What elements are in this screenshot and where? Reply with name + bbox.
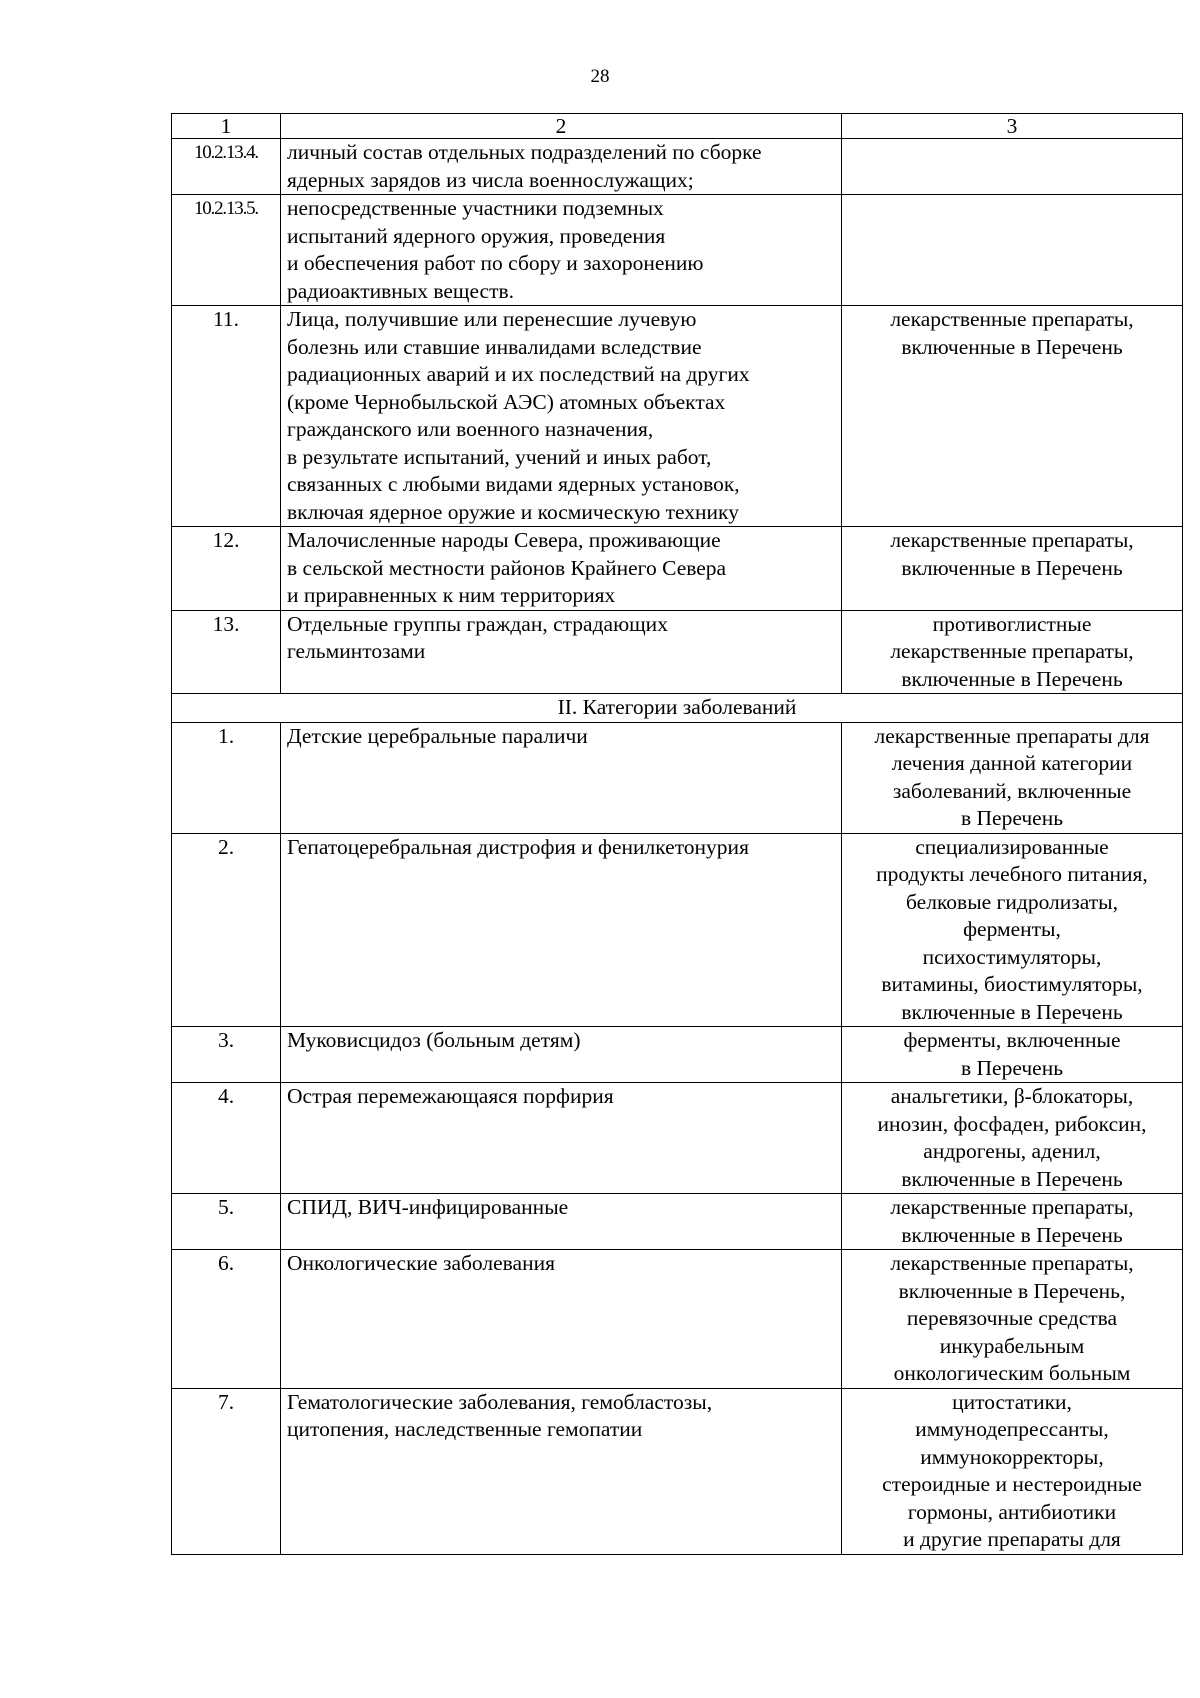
row-number: 10.2.13.5.	[172, 195, 281, 306]
row-description: Малочисленные народы Севера, проживающие в сельской местности районов Крайнего Севера и приравненных к ним территориях	[281, 527, 842, 611]
row-number: 6.	[172, 1250, 281, 1389]
row-number: 4.	[172, 1083, 281, 1194]
table-row	[172, 527, 1183, 611]
row-number: 2.	[172, 833, 281, 1027]
table-row	[172, 1388, 1183, 1554]
row-description: Гепатоцеребральная дистрофия и фенилкетонурия	[281, 833, 842, 1027]
header-col-3: 3	[842, 114, 1183, 139]
row-description: Онкологические заболевания	[281, 1250, 842, 1389]
row-drugs: ферменты, включенные в Перечень	[842, 1027, 1183, 1083]
row-number: 11.	[172, 306, 281, 527]
section-row	[172, 694, 1183, 723]
table-row	[172, 610, 1183, 694]
row-drugs: анальгетики, β-блокаторы, инозин, фосфаден, рибоксин, андрогены, аденил, включенные в Перечень	[842, 1083, 1183, 1194]
header-col-2: 2	[281, 114, 842, 139]
table-row	[172, 139, 1183, 195]
table-row	[172, 1027, 1183, 1083]
row-number: 3.	[172, 1027, 281, 1083]
row-number: 12.	[172, 527, 281, 611]
row-drugs	[842, 139, 1183, 195]
row-description: непосредственные участники подземных испытаний ядерного оружия, проведения и обеспечения работ по сбору и захоронению радиоактивных веществ.	[281, 195, 842, 306]
table-row	[172, 195, 1183, 306]
table-row	[172, 833, 1183, 1027]
row-description: Лица, получившие или перенесшие лучевую болезнь или ставшие инвалидами вследствие радиационных аварий и их последствий на других (кроме Чернобыльской АЭС) атомных объектах гражданского или военного назначения, в результате испытаний, учений и иных работ, связанных с любыми видами ядерных установок, включая ядерное оружие и космическую технику	[281, 306, 842, 527]
row-number: 1.	[172, 722, 281, 833]
table-row	[172, 722, 1183, 833]
row-description: Отдельные группы граждан, страдающих гельминтозами	[281, 610, 842, 694]
row-number: 10.2.13.4.	[172, 139, 281, 195]
table-row	[172, 1083, 1183, 1194]
row-drugs: специализированные продукты лечебного питания, белковые гидролизаты, ферменты, психостимуляторы, витамины, биостимуляторы, включенные в Перечень	[842, 833, 1183, 1027]
row-drugs: лекарственные препараты, включенные в Перечень	[842, 527, 1183, 611]
table-header-row	[172, 114, 1183, 139]
row-description: СПИД, ВИЧ-инфицированные	[281, 1194, 842, 1250]
row-drugs: лекарственные препараты, включенные в Перечень	[842, 306, 1183, 527]
row-description: Острая перемежающаяся порфирия	[281, 1083, 842, 1194]
section-title: II. Категории заболеваний	[172, 694, 1183, 723]
row-number: 5.	[172, 1194, 281, 1250]
row-drugs: цитостатики, иммунодепрессанты, иммунокорректоры, стероидные и нестероидные гормоны, антибиотики и другие препараты для	[842, 1388, 1183, 1554]
table-row	[172, 306, 1183, 527]
table-row	[172, 1194, 1183, 1250]
row-description: личный состав отдельных подразделений по сборке ядерных зарядов из числа военнослужащих;	[281, 139, 842, 195]
row-number: 13.	[172, 610, 281, 694]
row-description: Гематологические заболевания, гемобластозы, цитопения, наследственные гемопатии	[281, 1388, 842, 1554]
row-description: Детские церебральные параличи	[281, 722, 842, 833]
row-drugs: лекарственные препараты, включенные в Перечень	[842, 1194, 1183, 1250]
header-col-1: 1	[172, 114, 281, 139]
page-number: 28	[590, 66, 610, 87]
table-row	[172, 1250, 1183, 1389]
benefits-table	[171, 113, 1183, 1555]
row-drugs: противоглистные лекарственные препараты, включенные в Перечень	[842, 610, 1183, 694]
row-description: Муковисцидоз (больным детям)	[281, 1027, 842, 1083]
row-drugs: лекарственные препараты для лечения данной категории заболеваний, включенные в Перечень	[842, 722, 1183, 833]
row-number: 7.	[172, 1388, 281, 1554]
row-drugs	[842, 195, 1183, 306]
row-drugs: лекарственные препараты, включенные в Перечень, перевязочные средства инкурабельным онкологическим больным	[842, 1250, 1183, 1389]
